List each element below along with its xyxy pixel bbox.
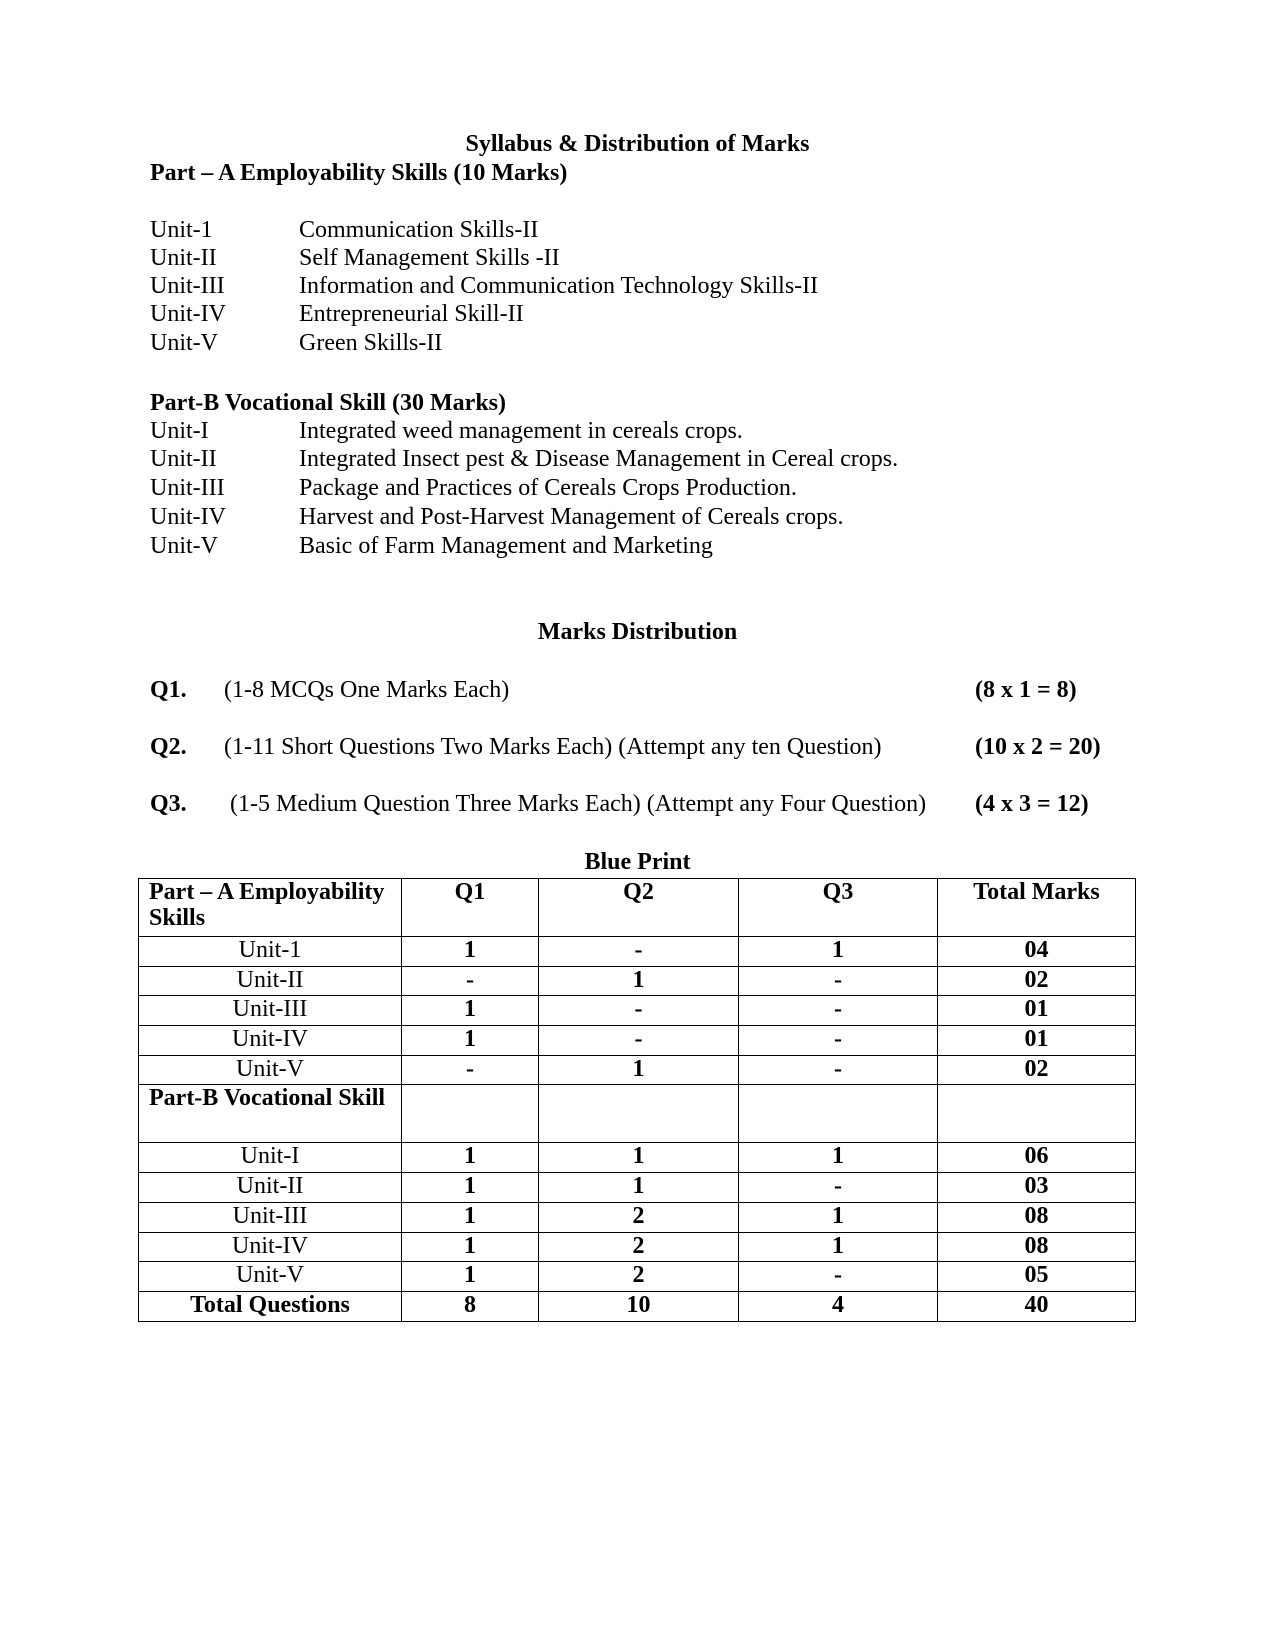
q2-cell: - [539,937,739,967]
part-b-unit-label: Unit-III [150,475,225,501]
unit-cell: Unit-III [139,1202,402,1232]
q3-cell: - [739,966,938,996]
q3-total-cell: 4 [739,1291,938,1321]
q1-cell: 1 [402,1232,539,1262]
total-cell: 02 [938,966,1136,996]
total-cell: 02 [938,1055,1136,1085]
question-label: Q3. [150,791,187,817]
unit-cell: Unit-IV [139,1232,402,1262]
q2-cell: 1 [539,966,739,996]
q3-cell: - [739,1262,938,1292]
table-row [139,1143,1136,1173]
table-row [139,937,1136,967]
table-row [139,1232,1136,1262]
empty-cell [739,1085,938,1143]
table-row [139,1026,1136,1056]
q2-cell: - [539,1026,739,1056]
unit-cell: Unit-II [139,1173,402,1203]
total-cell: 01 [938,996,1136,1026]
header-cell-q1: Q1 [402,879,539,937]
part-a-unit-label: Unit-V [150,330,218,356]
q1-cell: 1 [402,1173,539,1203]
question-marks: (4 x 3 = 12) [975,791,1089,817]
empty-cell [938,1085,1136,1143]
unit-cell: Unit-III [139,996,402,1026]
part-a-heading: Part – A Employability Skills (10 Marks) [150,160,568,186]
q2-cell: 1 [539,1143,739,1173]
table-row [139,996,1136,1026]
table-header-row [139,879,1136,937]
blue-print-heading: Blue Print [584,849,691,875]
part-b-unit-label: Unit-IV [150,504,226,530]
total-row [139,1291,1136,1321]
part-b-heading: Part-B Vocational Skill (30 Marks) [150,390,507,416]
q1-cell: - [402,966,539,996]
page-title: Syllabus & Distribution of Marks [465,131,810,157]
q3-cell: - [739,1055,938,1085]
part-a-unit-label: Unit-II [150,245,217,271]
q1-cell: 1 [402,937,539,967]
part-a-unit-desc: Communication Skills-II [299,217,539,243]
grand-total-cell: 40 [938,1291,1136,1321]
part-a-unit-label: Unit-IV [150,301,226,327]
unit-cell: Unit-1 [139,937,402,967]
part-a-unit-desc: Self Management Skills -II [299,245,560,271]
total-cell: 03 [938,1173,1136,1203]
part-b-unit-label: Unit-I [150,418,209,444]
q2-total-cell: 10 [539,1291,739,1321]
empty-cell [539,1085,739,1143]
table-row [139,966,1136,996]
part-b-header-row [139,1085,1136,1143]
part-a-unit-label: Unit-1 [150,217,213,243]
empty-cell [402,1085,539,1143]
part-a-unit-label: Unit-III [150,273,225,299]
q3-cell: 1 [739,1202,938,1232]
part-b-unit-desc: Basic of Farm Management and Marketing [299,533,713,559]
header-cell-q3: Q3 [739,879,938,937]
q2-cell: 1 [539,1173,739,1203]
q3-cell: - [739,1026,938,1056]
q3-cell: 1 [739,1143,938,1173]
unit-cell: Unit-II [139,966,402,996]
question-desc: (1-8 MCQs One Marks Each) [224,677,510,703]
q2-cell: 2 [539,1262,739,1292]
question-label: Q1. [150,677,187,703]
unit-cell: Unit-V [139,1262,402,1292]
part-b-header-cell: Part-B Vocational Skill [139,1085,402,1143]
table-row [139,1055,1136,1085]
q1-total-cell: 8 [402,1291,539,1321]
part-a-unit-desc: Information and Communication Technology Skills-II [299,273,819,299]
unit-cell: Unit-IV [139,1026,402,1056]
part-a-unit-desc: Entrepreneurial Skill-II [299,301,524,327]
part-b-unit-label: Unit-II [150,446,217,472]
question-desc: (1-5 Medium Question Three Marks Each) (Attempt any Four Question) [230,791,927,817]
part-a-header-cell: Part – A Employability Skills [139,879,402,937]
part-b-unit-desc: Integrated weed management in cereals crops. [299,418,743,444]
q3-cell: - [739,996,938,1026]
q1-cell: - [402,1055,539,1085]
q1-cell: 1 [402,1202,539,1232]
q1-cell: 1 [402,996,539,1026]
q3-cell: 1 [739,937,938,967]
q3-cell: 1 [739,1232,938,1262]
q3-cell: - [739,1173,938,1203]
q2-cell: 1 [539,1055,739,1085]
total-cell: 05 [938,1262,1136,1292]
q1-cell: 1 [402,1262,539,1292]
part-a-unit-desc: Green Skills-II [299,330,443,356]
part-b-unit-desc: Package and Practices of Cereals Crops Production. [299,475,797,501]
total-cell: 04 [938,937,1136,967]
table-row [139,1202,1136,1232]
q1-cell: 1 [402,1026,539,1056]
question-marks: (8 x 1 = 8) [975,677,1077,703]
q2-cell: - [539,996,739,1026]
unit-cell: Unit-V [139,1055,402,1085]
question-marks: (10 x 2 = 20) [975,734,1101,760]
q2-cell: 2 [539,1232,739,1262]
part-b-unit-desc: Integrated Insect pest & Disease Management in Cereal crops. [299,446,899,472]
header-cell-total: Total Marks [938,879,1136,937]
marks-distribution-heading: Marks Distribution [537,619,738,645]
total-label-cell: Total Questions [139,1291,402,1321]
blue-print-table [138,878,1136,1322]
total-cell: 01 [938,1026,1136,1056]
part-b-unit-label: Unit-V [150,533,218,559]
question-desc: (1-11 Short Questions Two Marks Each) (Attempt any ten Question) [224,734,882,760]
table-row [139,1173,1136,1203]
unit-cell: Unit-I [139,1143,402,1173]
question-label: Q2. [150,734,187,760]
total-cell: 06 [938,1143,1136,1173]
q2-cell: 2 [539,1202,739,1232]
part-b-unit-desc: Harvest and Post-Harvest Management of Cereals crops. [299,504,844,530]
total-cell: 08 [938,1202,1136,1232]
table-row [139,1262,1136,1292]
header-cell-q2: Q2 [539,879,739,937]
q1-cell: 1 [402,1143,539,1173]
total-cell: 08 [938,1232,1136,1262]
